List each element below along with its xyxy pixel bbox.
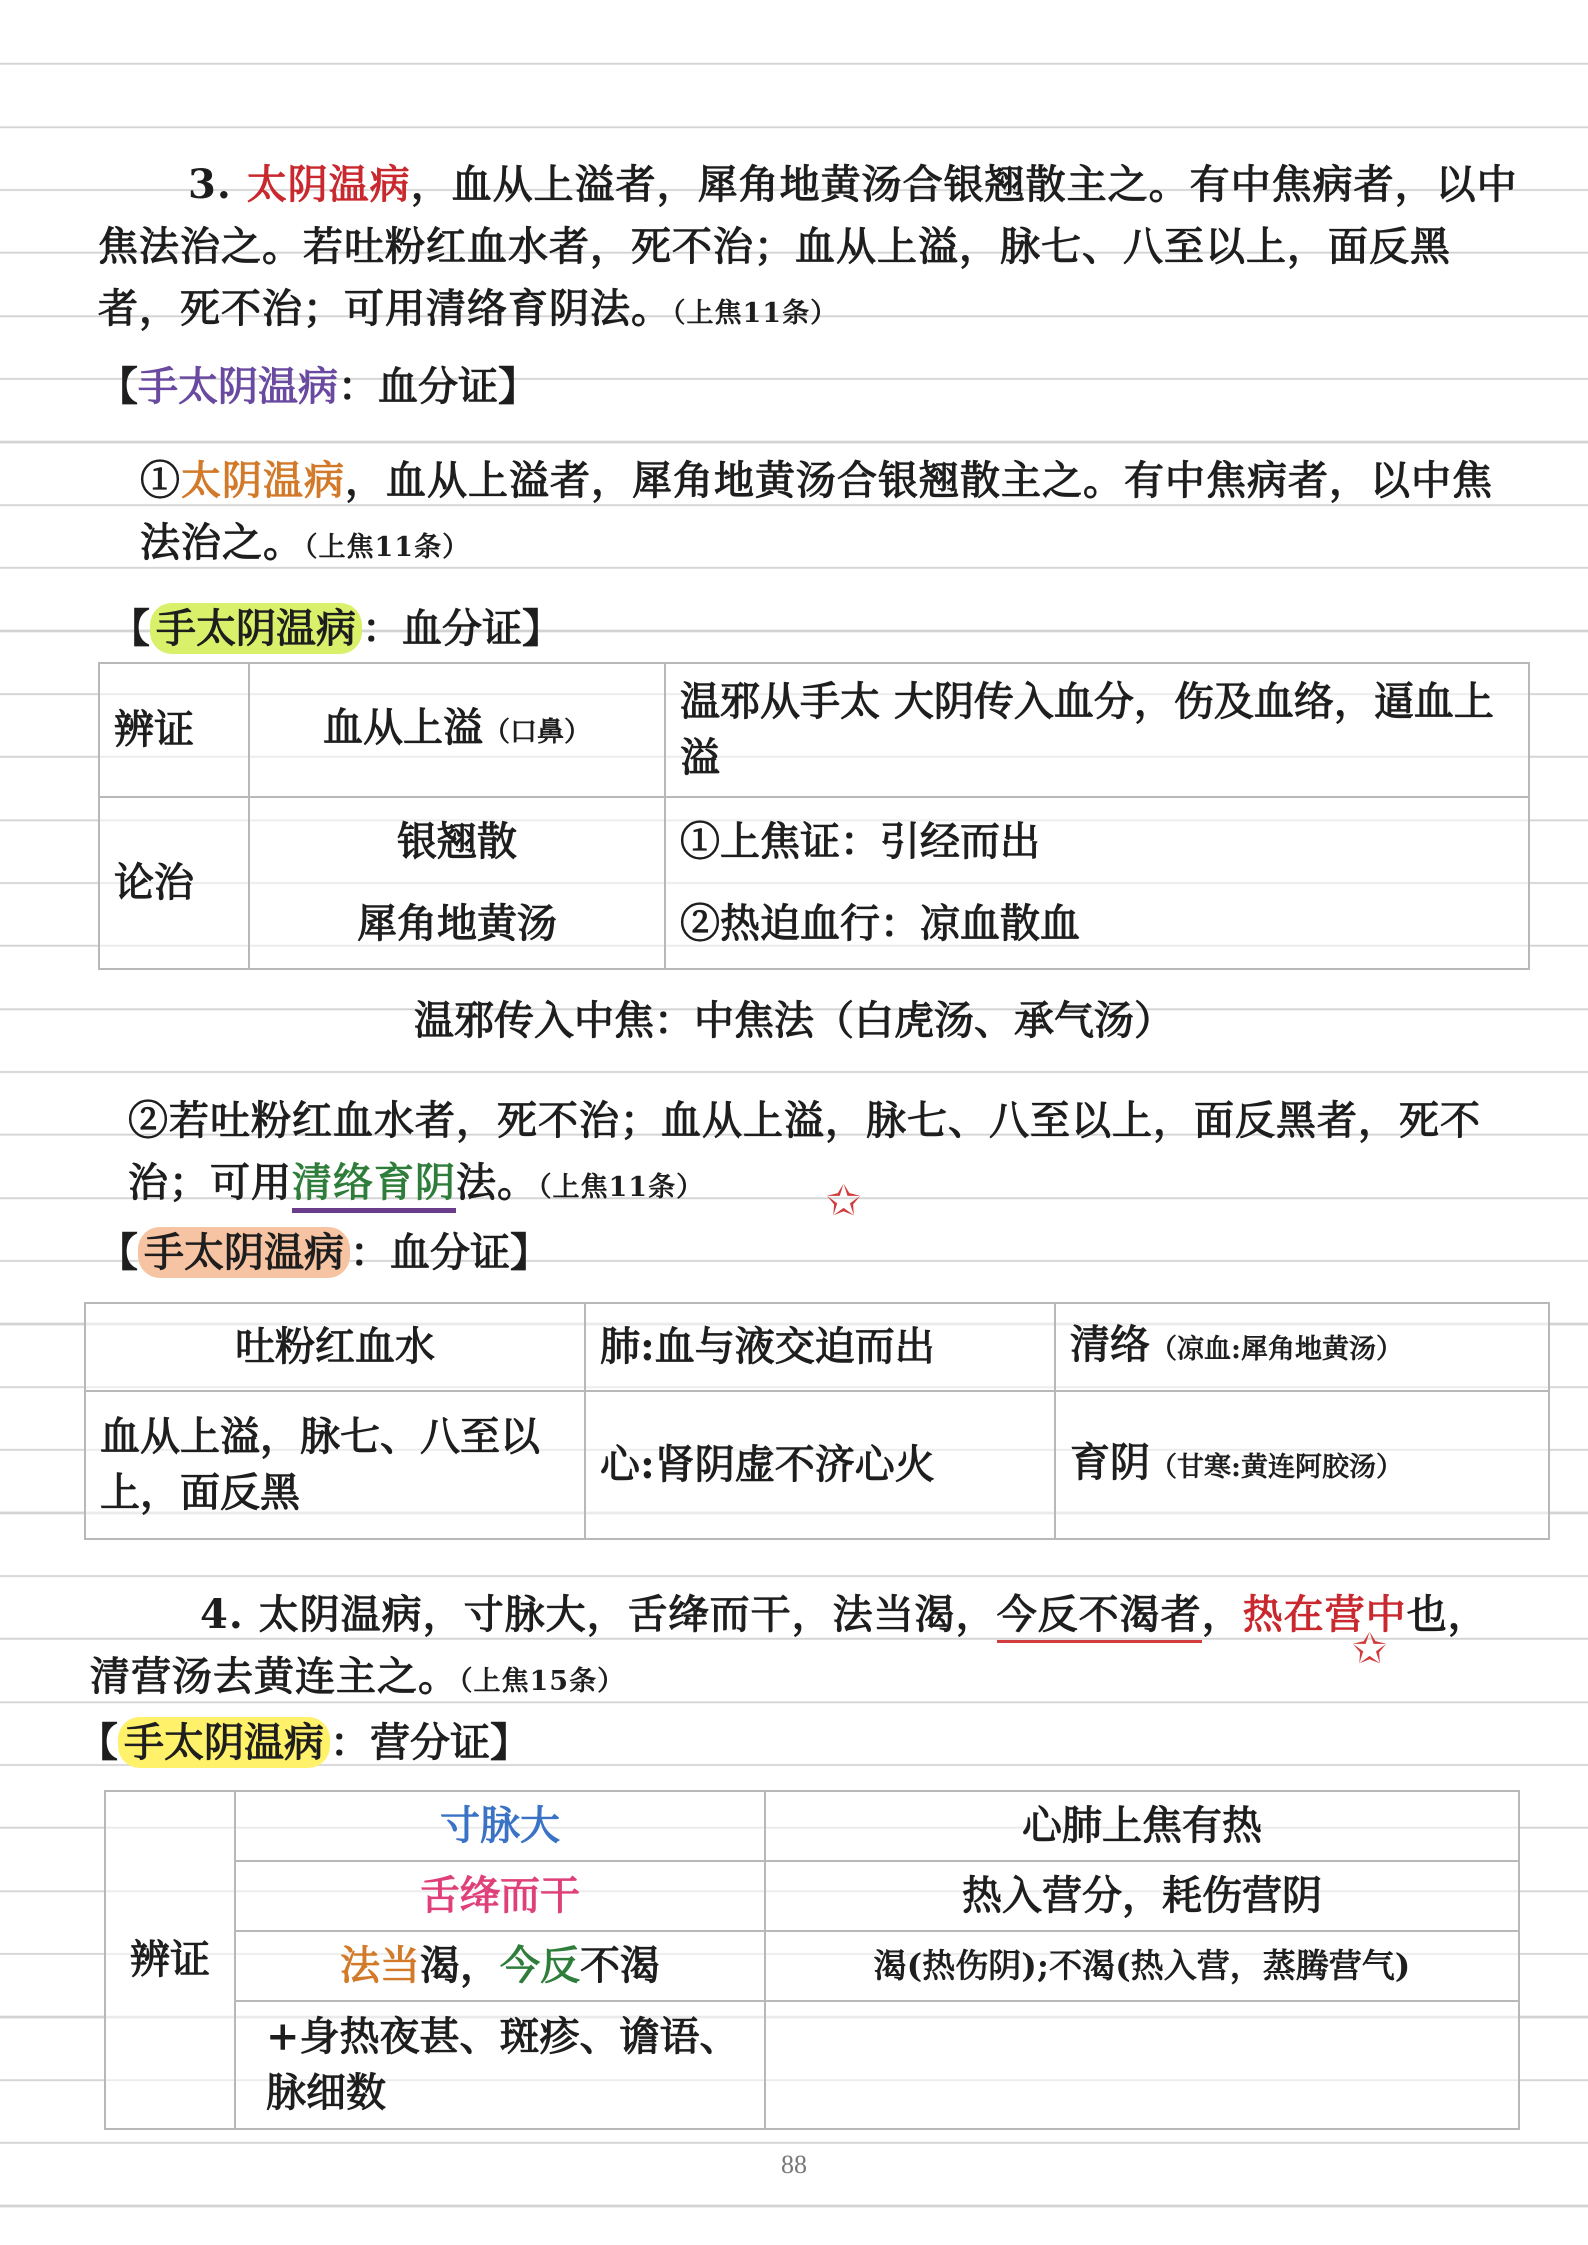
sub-clause-2 — [128, 1090, 1520, 1219]
clause-after: 法。 — [456, 1159, 538, 1206]
cell-line: 犀角地黄汤 — [357, 900, 557, 947]
cell-text: 渴， — [420, 1942, 500, 1989]
cell-note: （甘寒:黄连阿胶汤） — [1150, 1451, 1403, 1483]
page-number: 88 — [781, 2150, 807, 2179]
cell-text: 不渴 — [580, 1942, 660, 1989]
clause-term: 热在营中 — [1242, 1591, 1407, 1638]
section-heading — [78, 1712, 530, 1774]
table-cell: 温邪从手太 大阴传入血分，伤及血络，逼血上溢 — [665, 663, 1529, 797]
pink-blood-table — [84, 1302, 1550, 1540]
table-cell: 心肺上焦有热 — [765, 1791, 1519, 1861]
table-cell: 心:肾阴虚不济心火 — [585, 1391, 1055, 1539]
table-cell: 渴(热伤阴);不渴(热入营，蒸腾营气) — [765, 1931, 1519, 2001]
middle-line: 温邪传入中焦：中焦法（白虎汤、承气汤） — [414, 997, 1174, 1044]
cell-note: （凉血:犀角地黄汤） — [1150, 1333, 1403, 1365]
clause-term-underlined: 清络育阴 — [292, 1159, 456, 1213]
table-cell: 寸脉大 — [235, 1791, 765, 1861]
section-heading — [98, 1222, 550, 1284]
table-cell — [765, 2001, 1519, 2129]
clause-text: ， — [1201, 1591, 1243, 1638]
clause-text: 4. 太阴温病，寸脉大，舌绛而干，法当渴， — [200, 1591, 997, 1638]
marker: ① — [140, 457, 181, 504]
heading-term: 手太阴温病 — [138, 363, 338, 410]
table-cell — [249, 663, 665, 797]
clause-text: ，血从上溢者，犀角地黄汤合银翘散主之。有中焦病者，以中焦法治之。若吐粉红血水者，死不治；血从上溢，脉七、八至以上，面反黑者，死不治；可用清络育阴法。 — [98, 161, 1518, 332]
section-heading — [98, 356, 538, 418]
bracket: 【 — [98, 1229, 138, 1276]
sub-clause-1 — [140, 450, 1520, 579]
heading-term-highlight: 手太阴温病 — [118, 1717, 330, 1768]
clause-reference: （上焦11条） — [304, 532, 471, 563]
clause-reference: （上焦15条） — [459, 1666, 626, 1697]
star-icon: ✩ — [826, 1176, 862, 1225]
bracket: 【 — [98, 363, 138, 410]
table-cell — [235, 1931, 765, 2001]
heading-rest: ：血分证】 — [338, 363, 538, 410]
nutrient-syndrome-table — [104, 1790, 1520, 2130]
cell-text: 血从上溢 — [323, 703, 483, 751]
clause-text: 也，清营汤去黄连主之。 — [90, 1591, 1489, 1700]
heading-rest: ：营分证】 — [330, 1719, 530, 1766]
table-cell: 血从上溢，脉七、八至以上，面反黑 — [85, 1391, 585, 1539]
table-cell: 肺:血与液交迫而出 — [585, 1303, 1055, 1391]
cell-text: 育阴 — [1070, 1438, 1150, 1486]
star-icon: ✩ — [1352, 1624, 1388, 1673]
table-cell: 辨证 — [105, 1791, 235, 2129]
clause-reference: （上焦11条） — [538, 1172, 705, 1203]
clause-3 — [98, 154, 1518, 345]
table-cell — [665, 797, 1529, 969]
table-cell: 吐粉红血水 — [85, 1303, 585, 1391]
table-cell — [1055, 1303, 1549, 1391]
clause-underlined: 今反不渴者 — [997, 1591, 1202, 1643]
heading-term-highlight: 手太阴温病 — [150, 603, 362, 654]
table-cell: +身热夜甚、斑疹、谵语、脉细数 — [235, 2001, 765, 2129]
clause-term: 太阴温病 — [181, 457, 345, 504]
bracket: 【 — [78, 1719, 118, 1766]
heading-term-highlight: 手太阴温病 — [138, 1227, 350, 1278]
cell-line: 银翘散 — [397, 818, 517, 865]
clause-number: 3. — [188, 161, 247, 208]
heading-rest: ：血分证】 — [362, 605, 562, 652]
cell-text: 清络 — [1070, 1320, 1150, 1368]
section-heading — [110, 598, 562, 660]
table-cell: 热入营分，耗伤营阴 — [765, 1861, 1519, 1931]
cell-line: ②热迫血行：凉血散血 — [680, 900, 1080, 947]
cell-line: ①上焦证：引经而出 — [680, 818, 1040, 865]
clause-text: ②若吐粉红血水者，死不治；血从上溢，脉七、八至以上，面反黑者，死不治；可用 — [128, 1097, 1481, 1206]
table-cell — [249, 797, 665, 969]
bracket: 【 — [110, 605, 150, 652]
cell-text: 今反 — [500, 1942, 580, 1989]
clause-term: 太阴温病 — [246, 161, 411, 208]
table-cell: 辨证 — [99, 663, 249, 797]
clause-reference: （上焦11条） — [672, 298, 839, 329]
table-cell: 论治 — [99, 797, 249, 969]
table-cell: 舌绛而干 — [235, 1861, 765, 1931]
clause-4 — [90, 1584, 1520, 1713]
blood-syndrome-table — [98, 662, 1530, 970]
heading-rest: ：血分证】 — [350, 1229, 550, 1276]
cell-note: （口鼻） — [483, 716, 591, 748]
cell-text: 法当 — [340, 1942, 420, 1989]
clause-text: ，血从上溢者，犀角地黄汤合银翘散主之。有中焦病者，以中焦法治之。 — [140, 457, 1493, 566]
table-cell — [1055, 1391, 1549, 1539]
